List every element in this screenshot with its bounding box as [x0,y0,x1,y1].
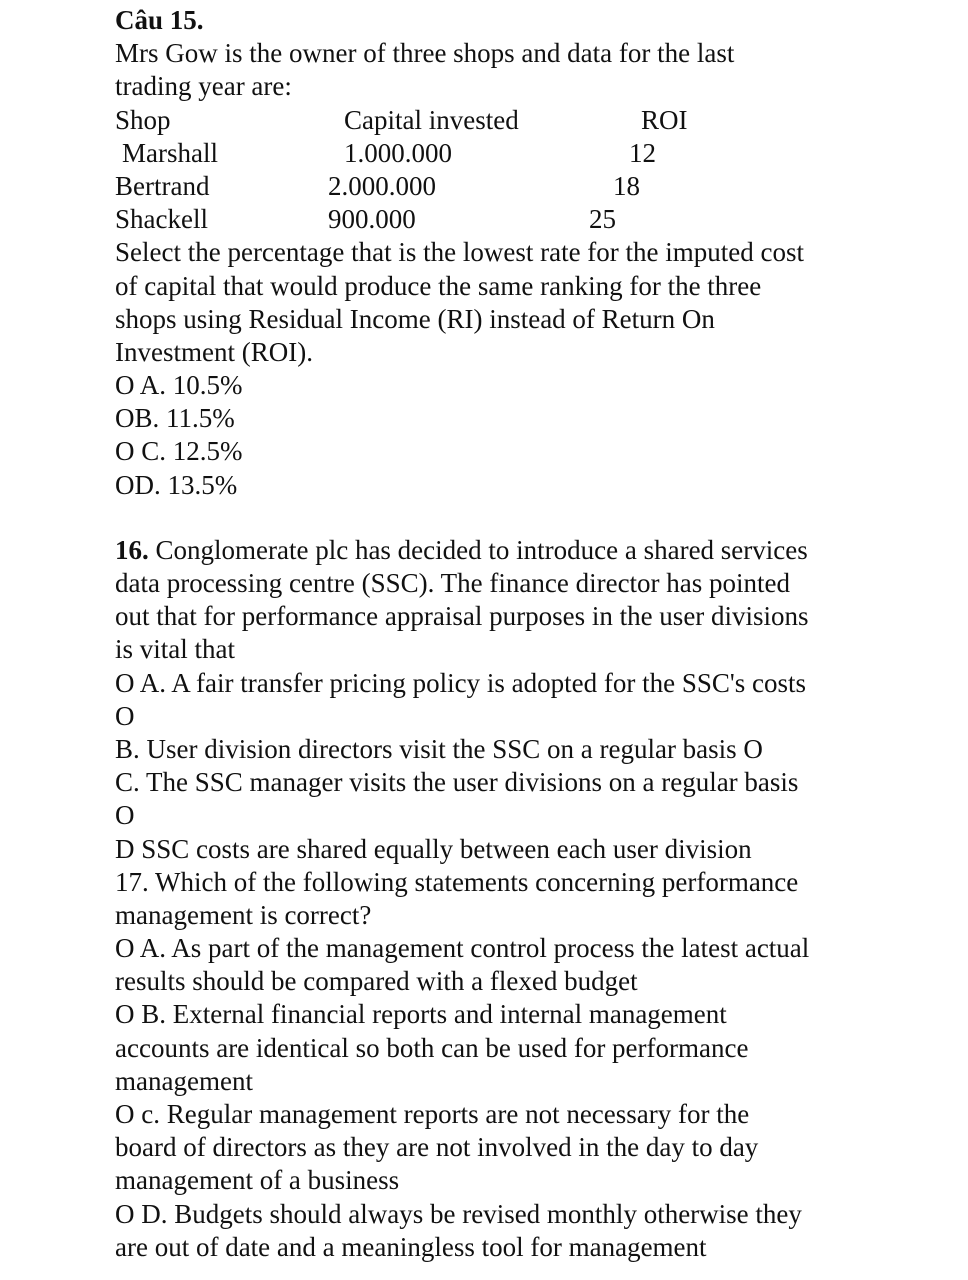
q15-data-table [115,104,860,237]
table-cell-capital: 1.000.000 [344,137,452,168]
q15-option-d[interactable]: OD. 13.5% [115,469,238,500]
table-row [115,137,860,170]
q15-question-line-3: shops using Residual Income (RI) instead of Return On [115,303,715,334]
q16-option-a[interactable]: O A. A fair transfer pricing policy is adopted for the SSC's costs [115,667,807,698]
q17-option-c-cont: board of directors as they are not involved in the day to day [115,1132,759,1163]
q17-option-b-cont: accounts are identical so both can be used for performance [115,1032,749,1063]
q17-line-1: 17. Which of the following statements concerning performance [115,866,799,897]
table-cell-shop: Shackell [115,204,208,235]
table-header-capital: Capital invested [344,104,519,135]
q15-intro-line-2: trading year are: [115,71,292,102]
table-header-roi: ROI [641,104,688,135]
table-row [115,170,860,203]
q15-option-c[interactable]: O C. 12.5% [115,436,243,467]
table-cell-roi: 12 [629,137,656,168]
q15-option-a[interactable]: O A. 10.5% [115,370,243,401]
q17-option-a[interactable]: O A. As part of the management control process the latest actual [115,933,810,964]
q17-option-c-cont: management of a business [115,1165,400,1196]
q16-first-line-text: Conglomerate plc has decided to introduce a shared services [148,534,808,565]
q16-option-marker[interactable]: O [115,800,135,831]
table-cell-shop: Marshall [122,137,218,168]
q15-question-line-4: Investment (ROI). [115,336,313,367]
document [115,4,860,1264]
q15-question-line-2: of capital that would produce the same ranking for the three [115,270,762,301]
q16-option-marker[interactable]: O [115,700,135,731]
q16-number: 16. [115,534,149,565]
q15-question-line-1: Select the percentage that is the lowest rate for the imputed cost [115,237,805,268]
q17-option-d-cont: are out of date and a meaningless tool for management [115,1231,707,1262]
q15-heading: Câu 15. [115,5,204,35]
q17-option-b[interactable]: O B. External financial reports and internal management [115,999,727,1030]
q17-option-d[interactable]: O D. Budgets should always be revised monthly otherwise they [115,1198,802,1229]
q15-intro-line-1: Mrs Gow is the owner of three shops and data for the last [115,38,735,69]
table-cell-capital: 900.000 [328,204,416,235]
q17-option-b-cont: management [115,1065,253,1096]
table-header-shop: Shop [115,104,171,135]
q16-line-1 [115,534,860,567]
q15-option-b[interactable]: OB. 11.5% [115,403,235,434]
q16-option-b[interactable]: B. User division directors visit the SSC on a regular basis O [115,733,763,764]
section-gap [115,502,860,534]
table-cell-roi: 18 [613,170,640,201]
q17-option-c[interactable]: O c. Regular management reports are not necessary for the [115,1099,750,1129]
q16-line-2: data processing centre (SSC). The finance director has pointed [115,568,791,598]
q17-option-a-cont: results should be compared with a flexed budget [115,966,638,997]
q17-line-2: management is correct? [115,899,372,930]
q16-line-4: is vital that [115,634,235,665]
q15-table-header-row [115,104,860,137]
table-cell-capital: 2.000.000 [328,170,436,201]
q16-option-d[interactable]: D SSC costs are shared equally between each user division [115,833,752,864]
q16-option-c[interactable]: C. The SSC manager visits the user divisions on a regular basis [115,767,799,798]
q16-line-3: out that for performance appraisal purposes in the user divisions [115,601,809,632]
table-row [115,203,860,236]
table-cell-shop: Bertrand [115,170,210,201]
table-cell-roi: 25 [589,204,616,235]
